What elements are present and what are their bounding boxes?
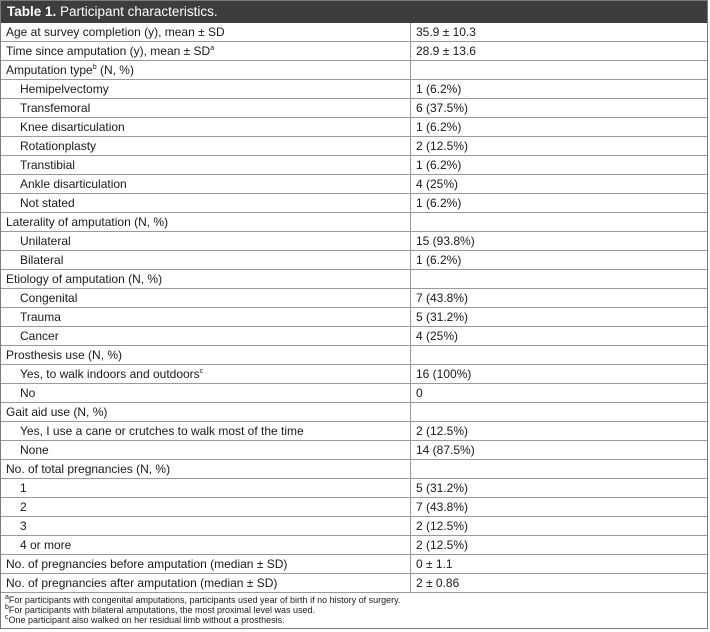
row-label: Time since amputation (y), mean ± SD [6, 44, 211, 58]
footnote [5, 615, 703, 625]
table-row [1, 574, 707, 593]
row-label-cell [1, 175, 411, 193]
row-label: Unilateral [20, 234, 71, 248]
row-label: Bilateral [20, 253, 64, 267]
row-label: 1 [20, 481, 27, 495]
table-row [1, 42, 707, 61]
table-row [1, 251, 707, 270]
row-label-cell [1, 270, 411, 288]
row-value: 28.9 ± 13.6 [416, 44, 476, 58]
row-label-cell [1, 422, 411, 440]
row-label: 2 [20, 500, 27, 514]
row-label: Yes, I use a cane or crutches to walk most of the time [20, 424, 304, 438]
footnote-mark: c [5, 614, 9, 621]
row-label: Cancer [20, 329, 59, 343]
footnote-marker: a [210, 45, 215, 52]
row-value [411, 346, 707, 364]
table-row [1, 175, 707, 194]
row-label: Rotationplasty [20, 139, 97, 153]
footnote-marker: c [199, 368, 204, 375]
row-label-cell [1, 536, 411, 554]
row-label-cell [1, 346, 411, 364]
row-value [411, 460, 707, 478]
row-value: 1 (6.2%) [416, 158, 462, 172]
row-value: 7 (43.8%) [416, 291, 469, 305]
footnote-text: One participant also walked on her residual limb without a prosthesis. [8, 615, 285, 625]
table-body [1, 23, 707, 593]
row-label: Congenital [20, 291, 78, 305]
table-row [1, 308, 707, 327]
row-label: No. of pregnancies after amputation (median ± SD) [6, 576, 278, 590]
row-label-cell [1, 194, 411, 212]
footnote-mark: a [5, 594, 9, 601]
row-label-cell [1, 479, 411, 497]
row-value [411, 213, 707, 231]
table-row [1, 498, 707, 517]
table-row [1, 99, 707, 118]
row-label: Transfemoral [20, 101, 91, 115]
table-title: Participant characteristics. [60, 4, 218, 19]
table-row [1, 346, 707, 365]
row-label-cell [1, 384, 411, 402]
row-label: Knee disarticulation [20, 120, 125, 134]
table-row [1, 194, 707, 213]
row-label-cell [1, 517, 411, 535]
table-row [1, 384, 707, 403]
footnote-mark: b [5, 604, 9, 611]
row-label: Gait aid use (N, %) [6, 405, 108, 419]
row-label-cell [1, 137, 411, 155]
row-label: Etiology of amputation (N, %) [6, 272, 163, 286]
row-label-cell [1, 213, 411, 231]
row-value: 1 (6.2%) [416, 196, 462, 210]
footnote-marker: b [92, 64, 97, 71]
table-number: Table 1. [7, 4, 57, 19]
footnote-text: For participants with congenital amputations, participants used year of birth if no history of surgery. [8, 595, 401, 605]
row-label-cell [1, 156, 411, 174]
row-value: 2 ± 0.86 [416, 576, 460, 590]
row-label-cell [1, 251, 411, 269]
table-row [1, 289, 707, 308]
row-value: 0 ± 1.1 [416, 557, 453, 571]
table-row [1, 517, 707, 536]
row-label: Trauma [20, 310, 61, 324]
row-label-cell [1, 498, 411, 516]
row-value: 1 (6.2%) [416, 253, 462, 267]
table-row [1, 327, 707, 346]
row-label-cell [1, 365, 411, 383]
table-row [1, 536, 707, 555]
table-row [1, 118, 707, 137]
table-title-bar [1, 1, 707, 23]
table-row [1, 61, 707, 80]
table-row [1, 80, 707, 99]
table-row [1, 365, 707, 384]
row-label-cell [1, 23, 411, 41]
row-label-cell [1, 118, 411, 136]
row-value: 14 (87.5%) [416, 443, 475, 457]
table-row [1, 460, 707, 479]
footnote [5, 595, 703, 605]
row-value: 6 (37.5%) [416, 101, 469, 115]
row-label: Amputation type [6, 63, 93, 77]
row-value: 2 (12.5%) [416, 538, 469, 552]
row-label-cell [1, 460, 411, 478]
row-label: No. of total pregnancies (N, %) [6, 462, 171, 476]
row-value: 35.9 ± 10.3 [416, 25, 476, 39]
row-value: 2 (12.5%) [416, 519, 469, 533]
table-row [1, 403, 707, 422]
row-value: 5 (31.2%) [416, 310, 469, 324]
row-label: None [20, 443, 49, 457]
row-label-cell [1, 289, 411, 307]
row-value: 1 (6.2%) [416, 120, 462, 134]
row-label-cell [1, 441, 411, 459]
table-row [1, 137, 707, 156]
row-value: 5 (31.2%) [416, 481, 469, 495]
row-value: 4 (25%) [416, 329, 459, 343]
row-label-cell [1, 232, 411, 250]
row-value [411, 403, 707, 421]
table-row [1, 555, 707, 574]
footnote [5, 605, 703, 615]
row-label-cell [1, 574, 411, 592]
row-value [411, 270, 707, 288]
row-label-cell [1, 403, 411, 421]
table-row [1, 213, 707, 232]
row-value: 16 (100%) [416, 367, 472, 381]
row-value: 7 (43.8%) [416, 500, 469, 514]
table-row [1, 270, 707, 289]
table-row [1, 441, 707, 460]
row-value: 15 (93.8%) [416, 234, 475, 248]
row-value: 2 (12.5%) [416, 139, 469, 153]
row-label: Not stated [20, 196, 75, 210]
footnote-text: For participants with bilateral amputations, the most proximal level was used. [8, 605, 316, 615]
row-value [411, 61, 707, 79]
table-row [1, 156, 707, 175]
row-label-cell [1, 80, 411, 98]
row-label: Transtibial [20, 158, 75, 172]
row-label: Prosthesis use (N, %) [6, 348, 123, 362]
table-row [1, 23, 707, 42]
row-label-cell [1, 42, 411, 60]
row-label: Ankle disarticulation [20, 177, 127, 191]
row-label: No [20, 386, 36, 400]
row-label-cell [1, 327, 411, 345]
table-row [1, 422, 707, 441]
row-label-suffix: (N, %) [96, 63, 134, 77]
row-value: 1 (6.2%) [416, 82, 462, 96]
table-row [1, 232, 707, 251]
table-footnotes [1, 593, 707, 628]
row-label: Laterality of amputation (N, %) [6, 215, 169, 229]
table-row [1, 479, 707, 498]
row-label: 3 [20, 519, 27, 533]
row-label: Hemipelvectomy [20, 82, 109, 96]
row-label-cell [1, 61, 411, 79]
row-label: No. of pregnancies before amputation (median ± SD) [6, 557, 288, 571]
row-label-cell [1, 99, 411, 117]
row-value: 2 (12.5%) [416, 424, 469, 438]
row-value: 0 [416, 386, 423, 400]
row-label-cell [1, 308, 411, 326]
row-label-cell [1, 555, 411, 573]
row-label: Age at survey completion (y), mean ± SD [6, 25, 225, 39]
row-label: Yes, to walk indoors and outdoors [20, 367, 200, 381]
row-value: 4 (25%) [416, 177, 459, 191]
row-label: 4 or more [20, 538, 72, 552]
